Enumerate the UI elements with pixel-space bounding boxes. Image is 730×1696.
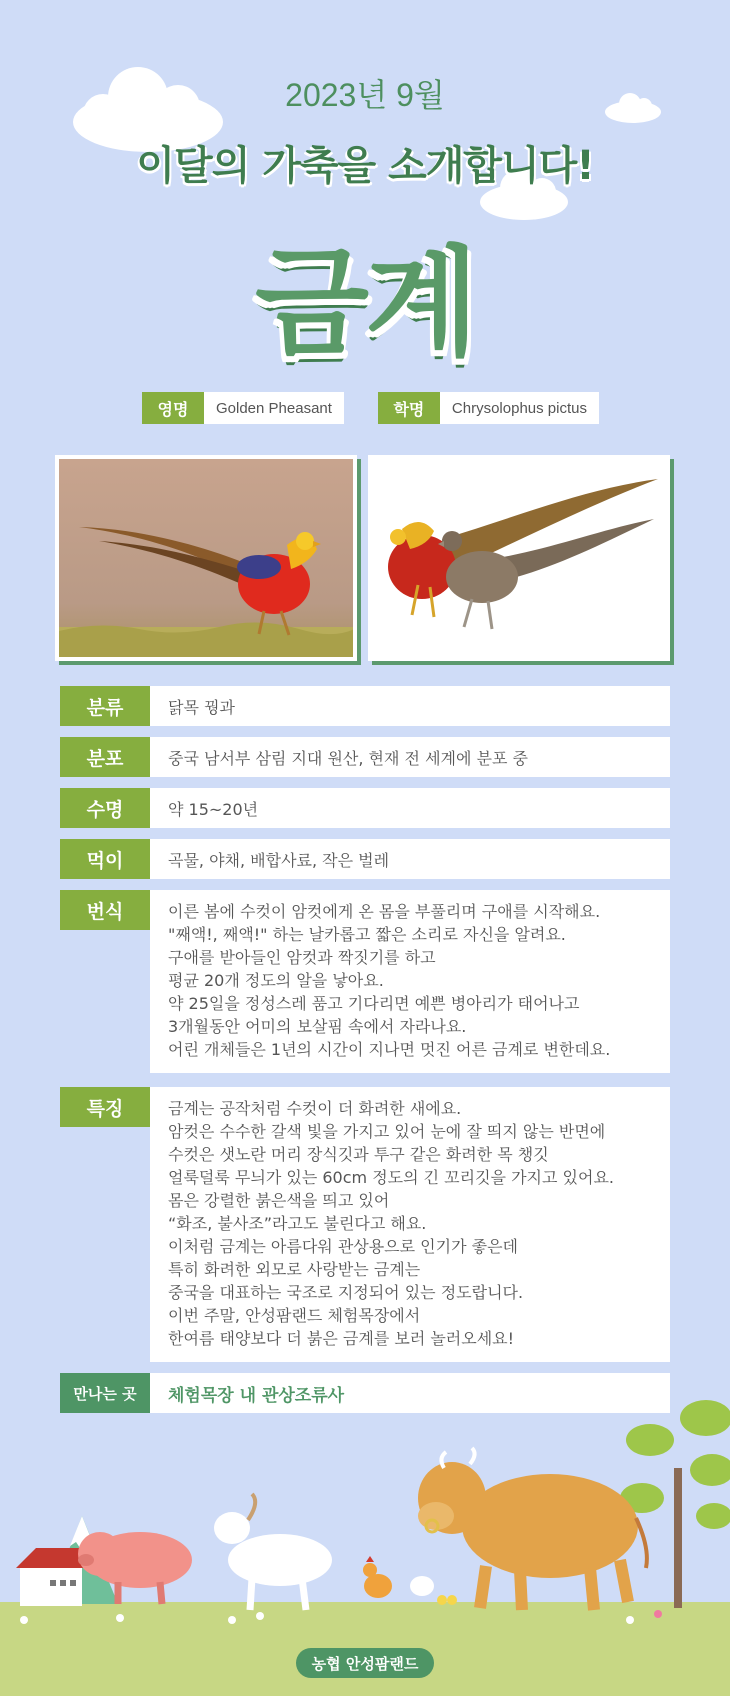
food-label: 먹이 (60, 839, 150, 879)
english-name (142, 392, 344, 424)
breeding-line: 3개월동안 어미의 보살핌 속에서 자라나요. (168, 1017, 467, 1036)
scientific-name-value: Chrysolophus pictus (440, 392, 599, 424)
meet-place-label: 만나는 곳 (60, 1373, 150, 1413)
headline: 이달의 가축을 소개합니다! (136, 143, 594, 189)
photo-male-pheasant (55, 455, 357, 661)
row-food (60, 839, 670, 879)
issue-date: 2023년 9월 (285, 77, 445, 113)
features-line: 금계는 공작처럼 수컷이 더 화려한 새에요. (168, 1099, 462, 1118)
breeding-label: 번식 (60, 890, 150, 930)
brand-badge: 농협 안성팜랜드 (296, 1648, 434, 1678)
breeding-line: 어린 개체들은 1년의 시간이 지나면 멋진 어른 금계로 변한데요. (168, 1040, 611, 1059)
meet-place-value: 체험목장 내 관상조류사 (150, 1373, 670, 1413)
features-line: 특히 화려한 외모로 사랑받는 금계는 (168, 1260, 421, 1279)
breeding-line: 평균 20개 정도의 알을 낳아요. (168, 971, 384, 990)
english-name-value: Golden Pheasant (204, 392, 344, 424)
features-line: 얼룩덜룩 무늬가 있는 60cm 정도의 긴 꼬리깃을 가지고 있어요. (168, 1168, 615, 1187)
features-line: 한여름 태양보다 더 붉은 금계를 보러 놀러오세요! (168, 1329, 515, 1348)
breeding-line: 이른 봄에 수컷이 암컷에게 온 몸을 부풀리며 구애를 시작해요. (168, 902, 601, 921)
names-row (142, 392, 599, 424)
row-features (60, 1087, 670, 1362)
breeding-text (150, 890, 670, 1073)
food-value: 곡물, 야채, 배합사료, 작은 벌레 (150, 839, 670, 879)
features-line: “화조, 불사조”라고도 불린다고 해요. (168, 1214, 427, 1233)
row-distribution (60, 737, 670, 777)
classification-value: 닭목 꿩과 (150, 686, 670, 726)
page-title: 금계 (255, 234, 475, 372)
features-line: 중국을 대표하는 국조로 지정되어 있는 정도랍니다. (168, 1283, 524, 1302)
row-lifespan (60, 788, 670, 828)
classification-label: 분류 (60, 686, 150, 726)
lifespan-value: 약 15~20년 (150, 788, 670, 828)
photo-pheasant-pair (368, 455, 670, 661)
scientific-name-label: 학명 (378, 392, 440, 424)
features-label: 특징 (60, 1087, 150, 1127)
features-text (150, 1087, 670, 1362)
breeding-line: 약 25일을 정성스레 품고 기다리면 예쁜 병아리가 태어나고 (168, 994, 580, 1013)
features-line: 수컷은 샛노란 머리 장식깃과 투구 같은 화려한 목 챙깃 (168, 1145, 549, 1164)
features-line: 이처럼 금계는 아름다워 관상용으로 인기가 좋은데 (168, 1237, 519, 1256)
scientific-name (378, 392, 599, 424)
distribution-label: 분포 (60, 737, 150, 777)
distribution-value: 중국 남서부 삼림 지대 원산, 현재 전 세계에 분포 중 (150, 737, 670, 777)
breeding-line: 구애를 받아들인 암컷과 짝짓기를 하고 (168, 948, 436, 967)
english-name-label: 영명 (142, 392, 204, 424)
row-breeding (60, 890, 670, 1073)
farm-scene-icon (0, 1398, 730, 1628)
breeding-line: "째액!, 째액!" 하는 날카롭고 짧은 소리로 자신을 알려요. (168, 925, 566, 944)
features-line: 암컷은 수수한 갈색 빛을 가지고 있어 눈에 잘 띄지 않는 반면에 (168, 1122, 606, 1141)
lifespan-label: 수명 (60, 788, 150, 828)
row-classification (60, 686, 670, 726)
features-line: 몸은 강렬한 붉은색을 띄고 있어 (168, 1191, 390, 1210)
features-line: 이번 주말, 안성팜랜드 체험목장에서 (168, 1306, 421, 1325)
